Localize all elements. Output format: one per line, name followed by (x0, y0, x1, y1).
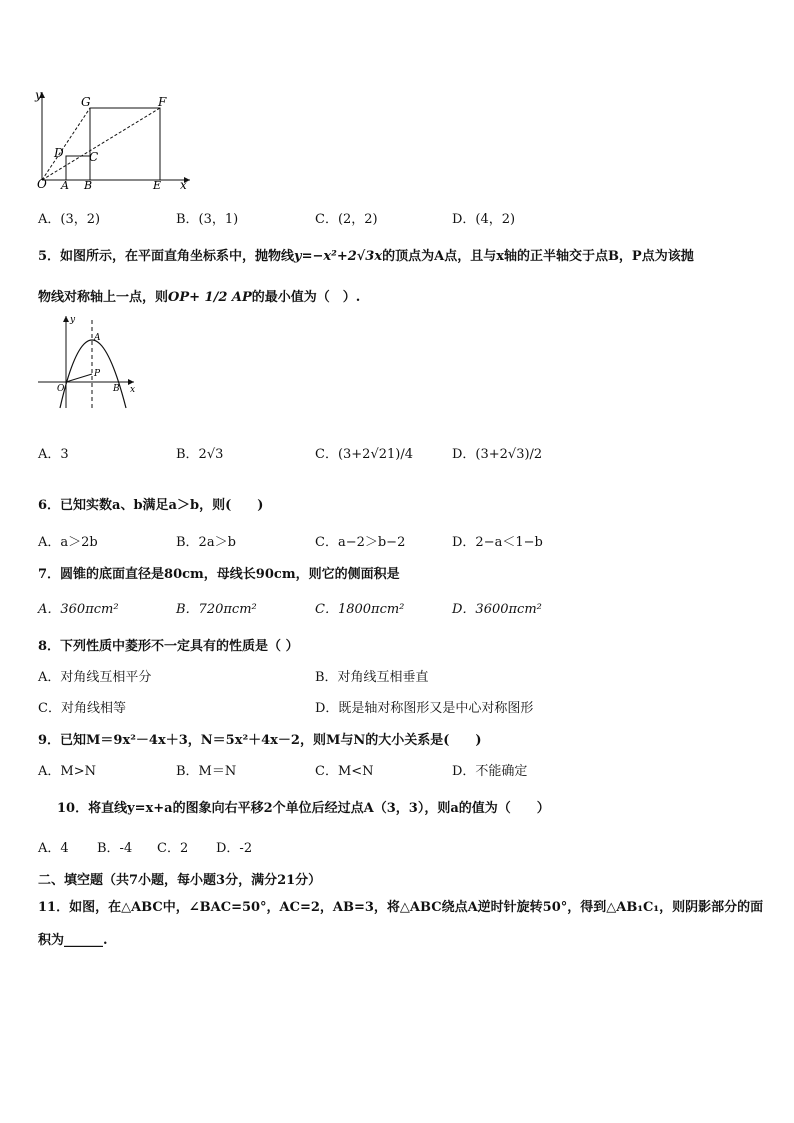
q9-option-a: A．M>N (38, 764, 96, 779)
q6-option-b: B．2a＞b (176, 535, 236, 550)
q5-label-b: B (113, 384, 120, 394)
q9-option-b: B．M＝N (176, 764, 237, 779)
q6-stem: 6．已知实数a、b满足a＞b，则( ) (38, 498, 264, 513)
q5-label-p: P (94, 369, 101, 379)
q11-stem-line2: 积为______. (38, 933, 108, 948)
q5-figure (34, 312, 144, 412)
q5-label-a: A (94, 333, 101, 343)
q5-stem-part3: 物线对称轴上一点，则 (38, 290, 169, 305)
q7-option-c: C．1800πcm² (315, 602, 405, 617)
q4-label-a: A (61, 179, 69, 192)
q4-label-f: F (158, 95, 167, 109)
q7-option-d: D．3600πcm² (452, 602, 542, 617)
q7-option-b: B．720πcm² (176, 602, 257, 617)
q6-option-a: A．a＞2b (38, 535, 98, 550)
q4-label-b: B (84, 179, 93, 192)
q5-option-d: D．(3+2√3)/2 (452, 447, 543, 462)
q7-stem: 7．圆锥的底面直径是80cm，母线长90cm，则它的侧面积是 (38, 567, 400, 582)
q10-option-a: A．4 (38, 841, 69, 856)
q9-option-d: D．不能确定 (452, 764, 528, 779)
q5-stem-line1 (38, 245, 694, 264)
q5-label-y: y (70, 315, 76, 325)
q5-formula: y=−x²+2√3x (294, 249, 383, 264)
q4-figure (30, 86, 200, 196)
q5-option-a: A．3 (38, 447, 69, 462)
q8-option-c: C．对角线相等 (38, 701, 126, 716)
q6-option-c: C．a−2＞b−2 (315, 535, 406, 550)
q5-stem-part2: 的顶点为A点，且与x轴的正半轴交于点B，P点为该抛 (382, 249, 694, 264)
q8-option-a: A．对角线互相平分 (38, 670, 152, 685)
q4-label-o: O (37, 177, 47, 191)
q4-option-a: A．(3，2) (38, 212, 101, 227)
q5-stem-part4: 的最小值为（ ）. (251, 290, 361, 305)
q5-label-x: x (130, 385, 136, 395)
q4-label-e: E (153, 179, 162, 192)
q5-option-c: C．(3+2√21)/4 (315, 447, 414, 462)
q6-option-d: D．2−a＜1−b (452, 535, 543, 550)
q8-stem: 8．下列性质中菱形不一定具有的性质是（ ） (38, 639, 299, 654)
q4-option-d: D．(4，2) (452, 212, 516, 227)
q9-stem: 9．已知M＝9x²－4x＋3，N＝5x²＋4x－2，则M与N的大小关系是( ) (38, 733, 482, 748)
q10-stem: 10．将直线y=x+a的图象向右平移2个单位后经过点A（3，3），则a的值为（ ） (57, 801, 550, 816)
q10-option-d: D．-2 (216, 841, 253, 856)
q4-label-g: G (81, 95, 91, 109)
q5-label-o: O (57, 384, 65, 394)
q4-label-y: y (35, 88, 42, 102)
q5-stem-part1: 5．如图所示，在平面直角坐标系中，抛物线 (38, 249, 295, 264)
q4-option-b: B．(3，1) (176, 212, 239, 227)
q5-expression: OP+ 1/2 AP (168, 290, 252, 305)
q9-option-c: C．M<N (315, 764, 374, 779)
q8-option-d: D．既是轴对称图形又是中心对称图形 (315, 701, 534, 716)
q4-option-c: C．(2，2) (315, 212, 378, 227)
q7-option-a: A．360πcm² (38, 602, 119, 617)
q4-label-c: C (89, 150, 99, 164)
q10-option-b: B．-4 (97, 841, 133, 856)
q4-label-x: x (180, 178, 187, 192)
q5-stem-line2 (38, 286, 360, 305)
q11-stem-line1: 11．如图，在△ABC中，∠BAC=50°，AC=2，AB=3，将△ABC绕点A逆时针旋转50°，得到△AB₁C₁，则阴影部分的面 (38, 900, 764, 915)
section-2-heading: 二、填空题（共7小题，每小题3分，满分21分） (38, 873, 322, 888)
q4-label-d: D (54, 146, 64, 160)
q8-option-b: B．对角线互相垂直 (315, 670, 429, 685)
q10-option-c: C．2 (157, 841, 189, 856)
q5-option-b: B．2√3 (176, 447, 224, 462)
